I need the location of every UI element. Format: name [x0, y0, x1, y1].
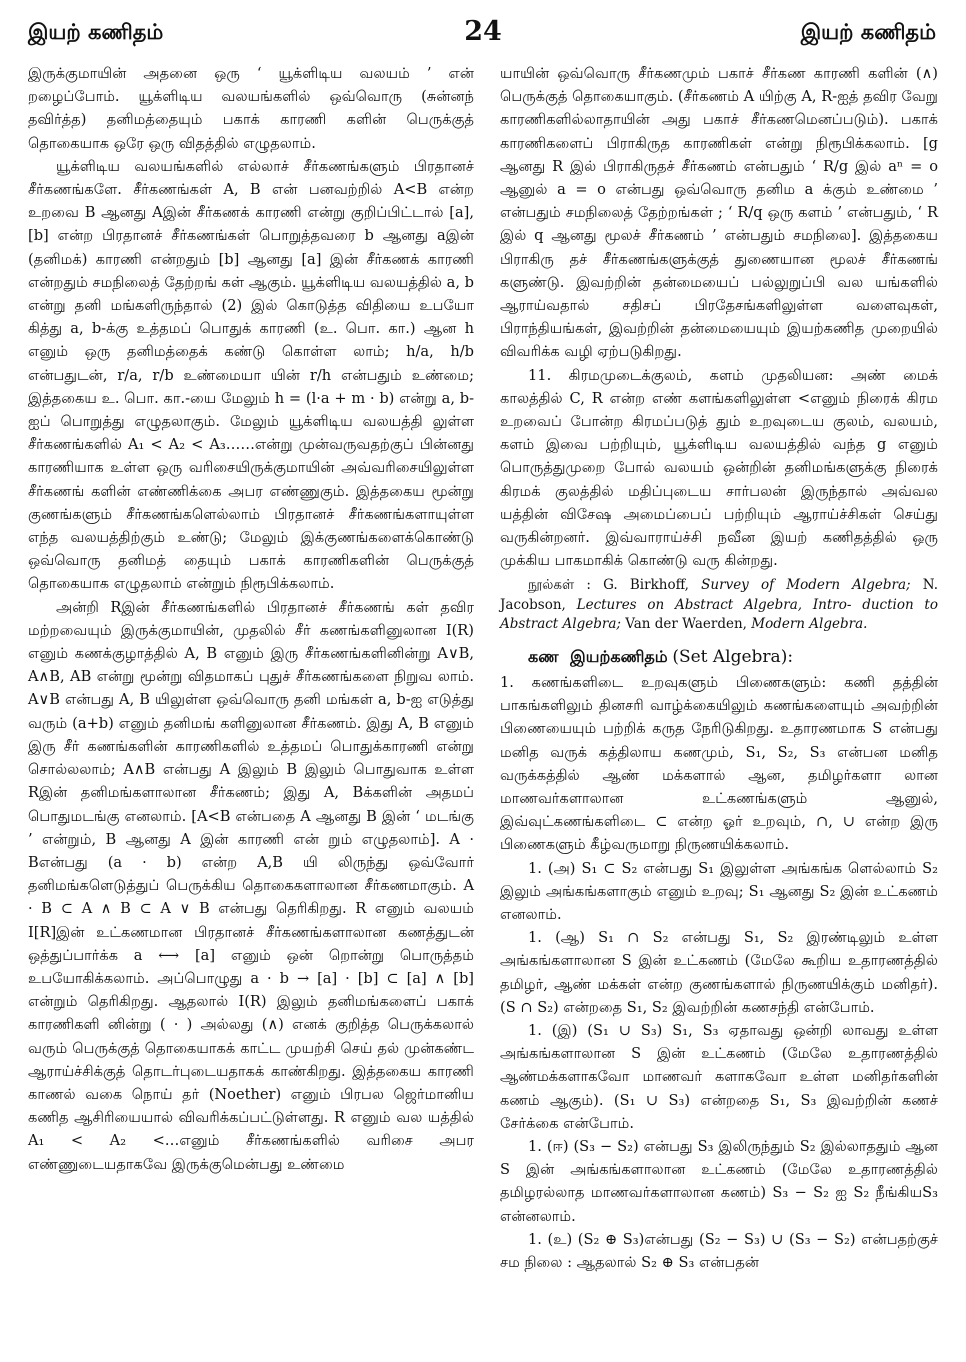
entry-title-english: (Set Algebra): [672, 646, 794, 667]
paragraph: 1. கணங்களிடை உறவுகளும் பிணைகளும்: கணி தத்தின் பாகங்களிலும் தினசரி வாழ்க்கையிலும் கணங்களையும் அவற்றின் பிணையையும் பற்றிக் கருத நேரிடுகிறது. உதாரணமாக S என்பது மனித வருக் கத்திலாய கணமும், S₁, S₂, S₃ என்பன மனித வருக்கத்தில் ஆண் மக்களால் ஆன, தமிழர்களா லான மாணவர்களாலான உட்கணங்களும் ஆனுல், இவ்வுட்கணங்களிடை ⊂ என்ற ஓர் உறவும், ∩, ∪ என்ற இரு பிணைகளும் கீழ்வருமாறு நிருணயிக்கலாம். [500, 673, 938, 854]
reference-title: Modern Algebra. [751, 615, 868, 632]
section-11-paragraph: 11. கிரமமுடைக்குலம், களம் முதலியன: அண் மைக் காலத்தில் C, R என்ற எண் களங்களிலுள்ள <எனும் நிரைக் கிரம உறவைப் போன்ற கிரமப்படுத் தும் உறவுடைய குலம், வலயம், களம் இவை பற்றியும், யூக்ளிடிய வலயத்தில் வந்த g எனும் பொருத்துமுறை போல் வலயம் ஒன்றின் தனிமங்களுக்கு நிரைக் கிரமக் குலத்தில் மதிப்புடைய சார்பலன் இருந்தால் அவ்வல யத்தின் விசேஷ அமைப்பைப் பற்றியும் ஆராய்ச்சிகள் செய்து வருகின்றனர். இவ்வாராய்ச்சி நவீன இயற் கணிதத்தில் ஒரு முக்கிய பாகமாகிக் கொண்டு வரு கின்றது. [500, 366, 938, 570]
paragraph: யாயின் ஒவ்வொரு சீர்கணமும் பகாச் சீர்கண காரணி களின் (∧) பெருக்குத் தொகையாகும். (சீர்கணம் A யிற்கு A, R-ஐத் தவிர வேறு காரணிகளில்லாதாயின் அது பகாச் சீர்கணமெனப்படும்). பகாக் காரணிகளைப் பிராகிருத காரணிகள் என்று நிரூபிக்கலாம். [g ஆனது R இல் பிராகிருதச் சீர்கணம் என்பதும் ‘ R/g இல் aⁿ = o ஆனுல் a = o என்பது ஒவ்வொரு தனிம a க்கும் உண்மை ’ என்பதும் சமநிலைத் தேற்றங்கள் ; ‘ R/q ஒரு களம் ’ என்பதும், ‘ R இல் q ஆனது மூலச் சீர்கணம் ’ என்பதும் சமநிலை]. இத்தகைய பிராகிரு தச் சீர்கணங்களுக்குத் துணையான மூலச் சீர்கணங் களுண்டு. இவற்றின் தன்மையைப் பல்லுறுப்பி வல யங்களில் ஆராய்வதால் சதிசப் பிரதேசங்களிலுள்ள வளைவுகள், பிராந்தியங்கள், இவற்றின் தன்மையையும் இயற்கணித முறையில் விவரிக்க வழி ஏற்படுகிறது. [500, 65, 938, 361]
running-header-right: இயற் கணிதம் [800, 20, 936, 44]
paragraph: யூக்ளிடிய வலயங்களில் எல்லாச் சீர்கணங்களும் பிரதானச் சீர்கணங்களே. சீர்கணங்கள் A, B என் பனவற்றில் A<B என்ற உறவை B ஆனது Aஇன் சீர்கணக் காரணி என்று குறிப்பிட்டால் [a], [b] என்ற பிரதானச் சீர்கணங்கள் பொறுத்தவரை b ஆனது aஇன் (தனிமக்) காரணி என்றதும் [b] ஆனது [a] இன் சீர்கணக் காரணி என்றதும் சமநிலைத் தேற்றங் கள் ஆகும். யூக்ளிடிய வலயத்தில் a, b என்று தனி மங்களிருந்தால் (2) இல் கொடுத்த விதியை உபயோ கித்து a, b-க்கு உத்தமப் பொதுக் காரணி (உ. பொ. கா.) ஆன h எனும் ஒரு தனிமத்தைக் கண்டு கொள்ள லாம்; h/a, h/b என்பதுடன், r/a, r/b உண்மையா யின் r/h என்பதும் உண்மை; இத்தகைய உ. பொ. கா.-யை மேலும் h = (l·a + m · b) என்று a, b-ஐப் பொறுத்து எழுதலாகும். மேலும் யூக்ளிடிய வலயத்தி லுள்ள சீர்கணங்களில் A₁ < A₂ < A₃……என்று முன்வருவதற்குப் பின்னது காரணியாக உள்ள ஒரு வரிசையிருக்குமாயின் அவ்வரிசையிலுள்ள சீர்கணங் களின் எண்ணிக்கை அபர எண்ணுகும். இத்தகைய மூன்று குணங்களும் சீர்கணங்களெல்லாம் பிரதானச் சீர்கணங்களாயுள்ள எந்த வலயத்திற்கும் உண்டு; மேலும் இக்குணங்களைக்கொண்டு ஒவ்வொரு தனிமத் தையும் பகாக் காரணிகளின் பெருக்குத் தொகையாக எழுதலாம் என்றும் நிரூபிக்கலாம். [28, 157, 474, 593]
reference-author: N. Jacobson, [500, 577, 939, 613]
reference-author: G. Birkhoff, [603, 577, 689, 594]
paragraph: அன்றி Rஇன் சீர்கணங்களில் பிரதானச் சீர்கணங் கள் தவிர மற்றவையும் இருக்குமாயின், முதலில் சீர் கணங்களினுலான I(R) எனும் கணக்குழாத்தில் A, B எனும் இரு சீர்கணங்களினின்று A∨B, A∧B, AB என்று மூன்று விதமாகப் புதுச் சீர்கணங்களை நிறுவ லாம். A∨B என்பது A, B யிலுள்ள ஒவ்வொரு தனி மங்கள் a, b-ஐ எடுத்து வரும் (a+b) எனும் தனிமங் களினுலான சீர்கணம். இது A, B எனும் இரு சீர் கணங்களின் காரணிகளில் உத்தமப் பொதுக்காரணி என்று சொல்லலாம்; A∧B என்பது A இலும் B இலும் பொதுவாக உள்ள Rஇன் தனிமங்களாலான சீர்கணம்; இது A, Bக்களின் அதமப் பொதுமடங்கு எனலாம். [A<B என்பதை A ஆனது B இன் ‘ மடங்கு ’ என்றும், B ஆனது A இன் காரணி என் றும் எழுதலாம்]. A · Bஎன்பது (a · b) என்ற A,B யி லிருந்து ஒவ்வோர் தனிமங்களெடுத்துப் பெருக்கிய தொகைகளாலான சீர்கணமாகும். A · B ⊂ A ∧ B ⊂ A ∨ B என்பது தெரிகிறது. R எனும் வலயம் I[R]இன் உட்கணமான பிரதானச் சீர்கணங்களாலான கணத்துடன் ஒத்துப்பார்க்க a ⟷ [a] எனும் ஒன் றொன்று பொருத்தம் உபயோகிக்கலாம். அப்பொழுது a · b → [a] · [b] ⊂ [a] ∧ [b] என்றும் தெரிகிறது. ஆதலால் I(R) இலும் தனிமங்களைப் பகாக் காரணிகளி னின்று ( · ) அல்லது (∧) எனக் குறித்த பெருக்கலால் வரும் பெருக்குத் தொகையாகக் காட்ட முயற்சி செய் தல் முன்கண்ட ஆராய்ச்சிக்குத் தொடர்புடையதாகக் காண்கிறது. இத்தகைய காரணி காணல் வகை நொய் தர் (Noether) எனும் பிரபல ஜெர்மானிய கணித ஆசிரியையால் விவரிக்கப்பட்டுள்ளது. R எனும் வல யத்தில் A₁ < A₂ <…எனும் சீர்கணங்களில் வரிசை அபர எண்ணுடையதாகவே இருக்குமென்பது உண்மை [28, 598, 474, 1173]
references [500, 576, 938, 633]
left-column [28, 62, 474, 1176]
right-column [500, 62, 938, 1274]
entry-title: கண இயற்கணிதம் [528, 646, 668, 666]
page-number: 24 [464, 16, 502, 47]
reference-title: Lectures on Abstract Algebra, Intro- duction to Abstract Algebra; [500, 596, 938, 632]
paragraph: 1. (ஆ) S₁ ∩ S₂ என்பது S₁, S₂ இரண்டிலும் உள்ள அங்கங்களாலான S இன் உட்கணம் (மேலே கூறிய உதாரணத்தில் தமிழர், ஆண் மக்கள் என்ற குணங்களால் நிருணயிக்கும் மனிதர்). (S ∩ S₂) என்றதை S₁, S₂ இவற்றின் கணசந்தி என்போம். [500, 929, 938, 1016]
running-header-left: இயற் கணிதம் [28, 20, 164, 44]
paragraph: 1. (உ) (S₂ ⊕ S₃)என்பது (S₂ − S₃) ∪ (S₃ − S₂) என்பதற்குச் சம நிலை : ஆதலால் S₂ ⊕ S₃ என்பதன் [500, 1230, 938, 1272]
entry-heading [500, 644, 938, 671]
paragraph: 1. (அ) S₁ ⊂ S₂ என்பது S₁ இலுள்ள அங்கங்க ளெல்லாம் S₂ இலும் அங்கங்களாகும் எனும் உறவு; S₁ ஆனது S₂ இன் உட்கணம் எனலாம். [500, 859, 938, 923]
reference-title: Survey of Modern Algebra; [701, 577, 911, 594]
paragraph: இருக்குமாயின் அதனை ஒரு ‘ யூக்ளிடிய வலயம் ’ என் றழைப்போம். யூக்ளிடிய வலயங்களில் ஒவ்வொரு (சுன்னந் தவிர்த்த) தனிமத்தையும் பகாக் காரணி களின் பெருக்குத் தொகையாக ஒரே ஒரு விதத்தில் எழுதலாம். [28, 65, 474, 152]
references-label: நூல்கள் : [528, 577, 591, 594]
paragraph: 1. (இ) (S₁ ∪ S₃) S₁, S₃ ஏதாவது ஒன்றி லாவது உள்ள அங்கங்களாலான S இன் உட்கணம் (மேலே உதாரணத்தில் ஆண்மக்களாகவோ மாணவர் களாகவோ உள்ள மனிதர்களின் கணம் ஆகும்). (S₁ ∪ S₃) என்றதை S₁, S₃ இவற்றின் கணச் சேர்க்கை என்போம். [500, 1022, 938, 1132]
reference-author: Van der Waerden, [625, 615, 747, 632]
paragraph: 1. (ஈ) (S₃ − S₂) என்பது S₃ இலிருந்தும் S₂ இல்லாததும் ஆன S இன் அங்கங்களாலான உட்கணம் (மேலே உதாரணத்தில் தமிழரல்லாத மாணவர்களாலான கணம்) S₃ − S₂ ஐ S₂ நீங்கியS₃ என்னலாம். [500, 1138, 938, 1225]
